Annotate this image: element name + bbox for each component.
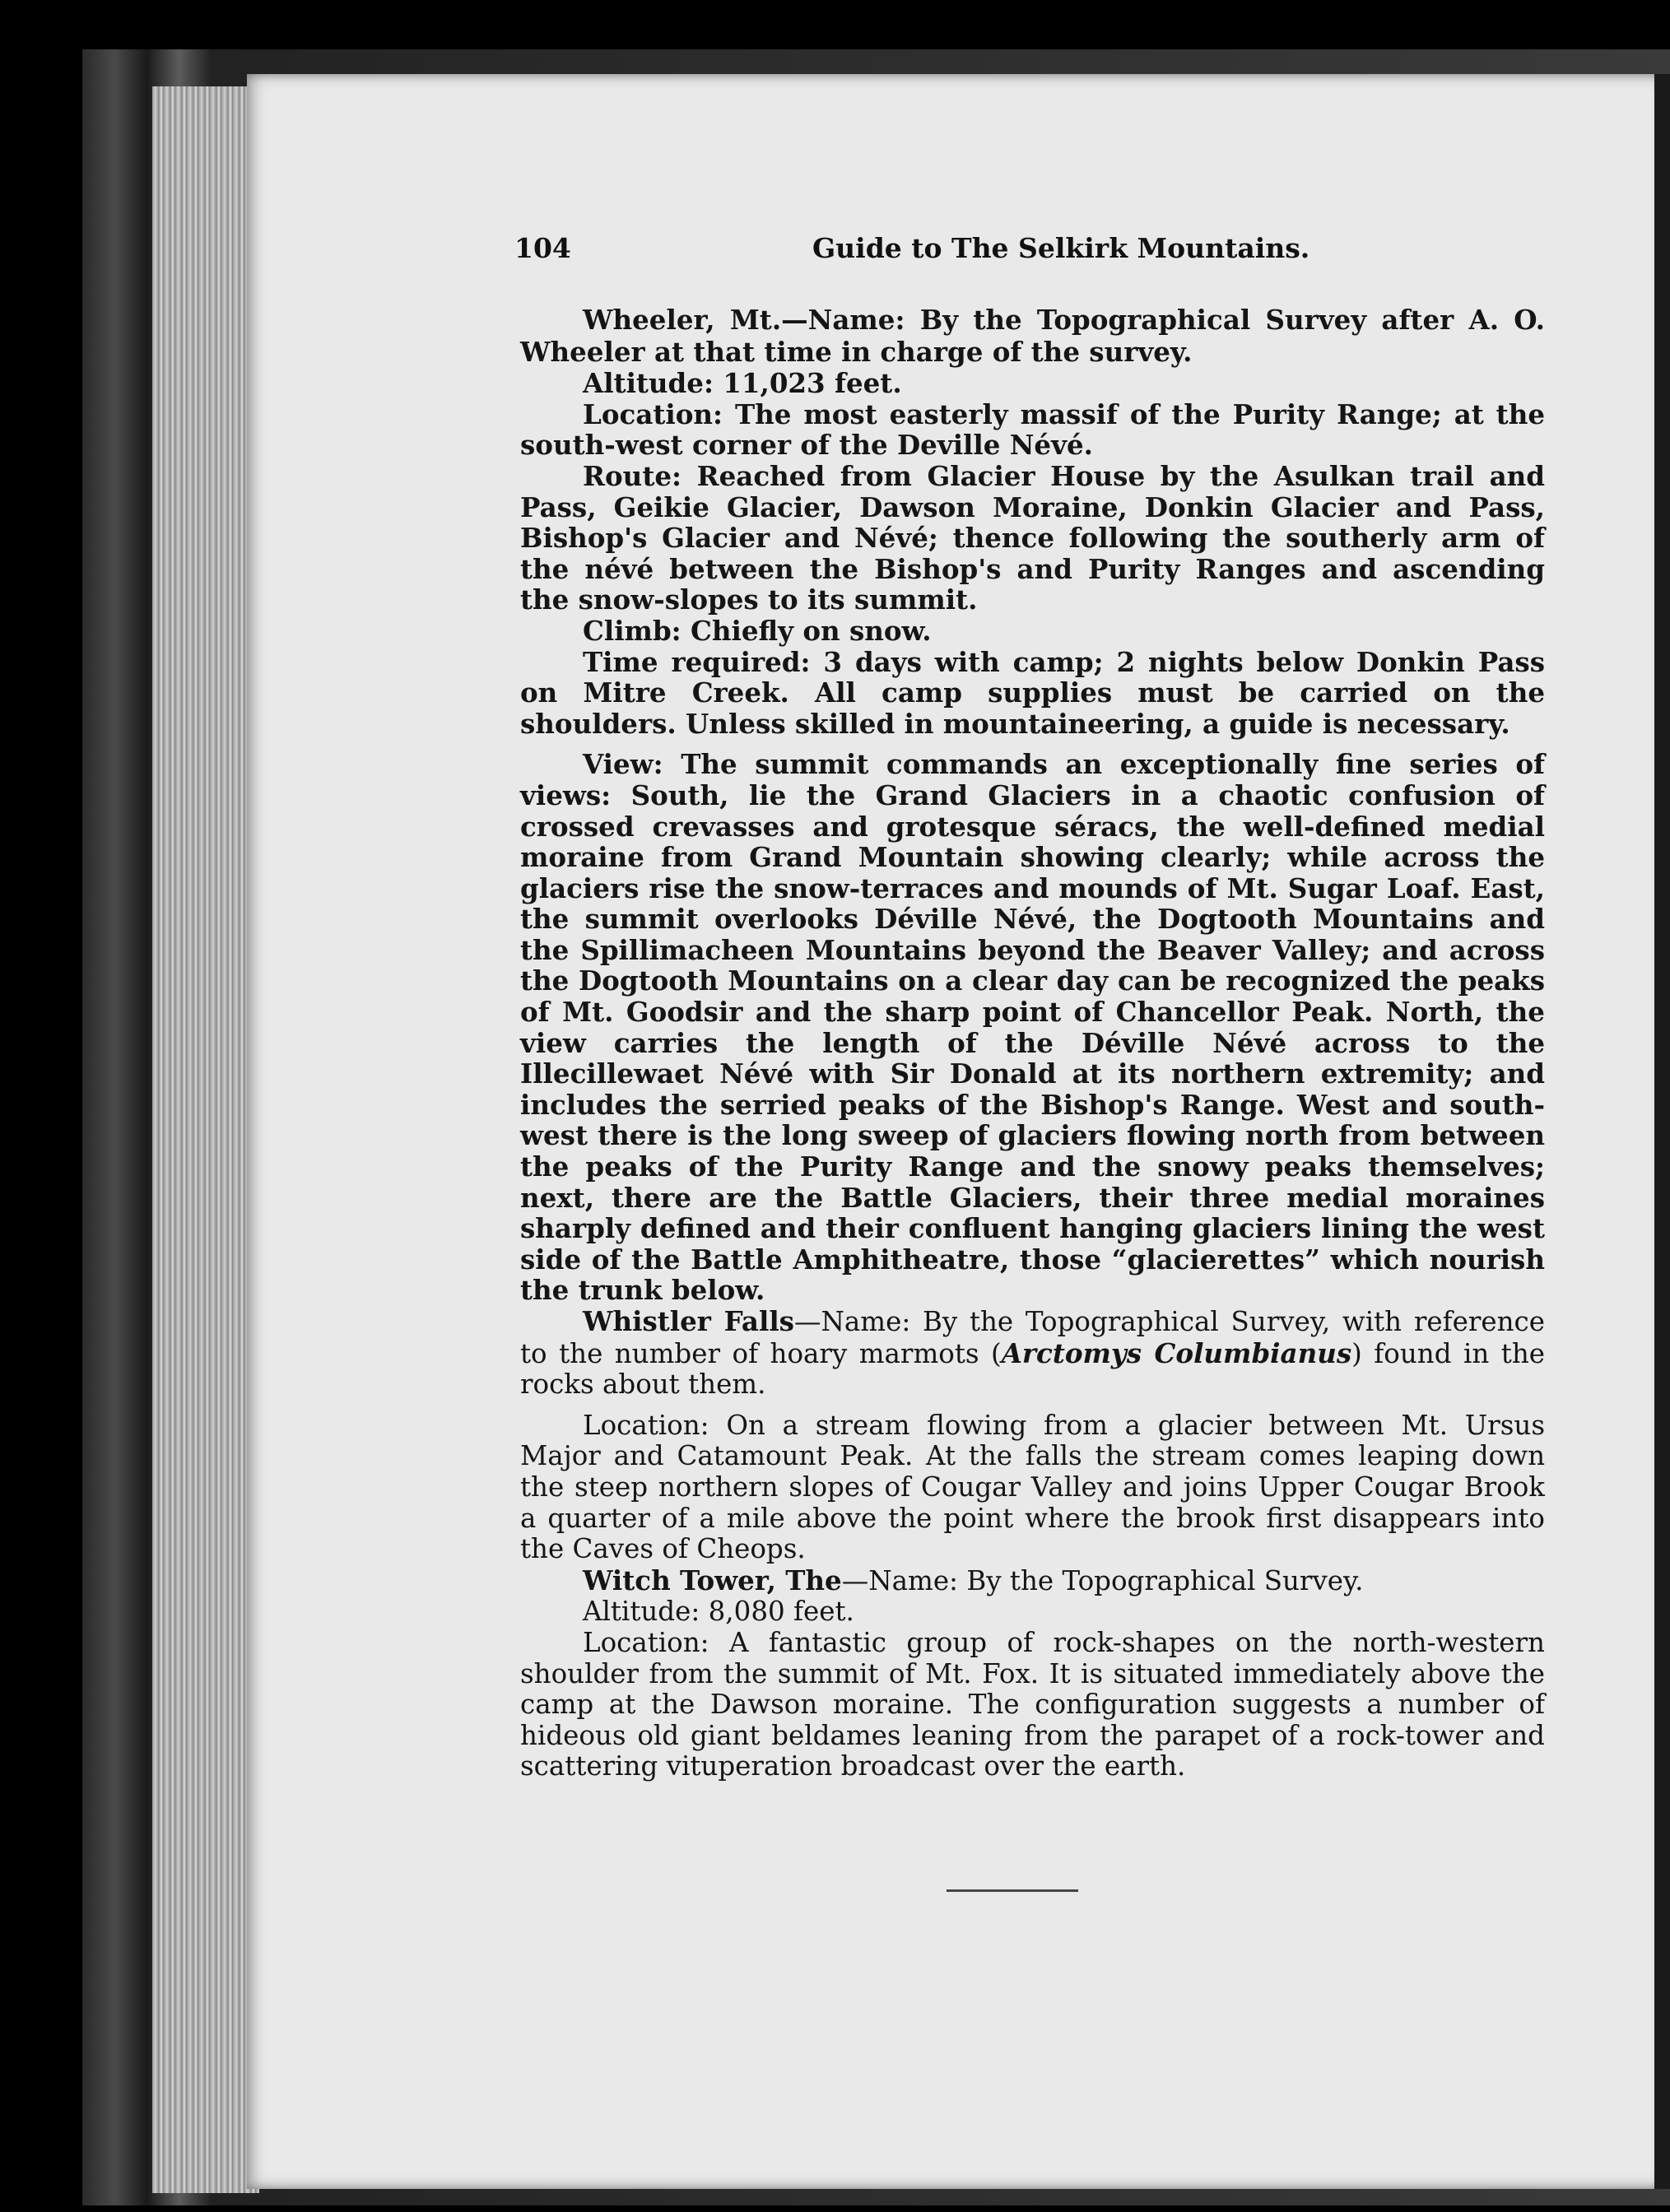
page-stack-edge <box>152 86 259 2193</box>
whistler-location: Location: On a stream flowing from a glacier between Mt. Ursus Major and Catamount Peak. At the falls the stream comes leaping down the steep northern slopes of Cougar Valley and joins Upper Cougar Brook a quarter of a mile above the point where the brook first disappears into the Caves of Cheops. <box>520 1409 1545 1565</box>
witch-name: Witch Tower, The—Name: By the Topographical Survey. <box>583 1564 1364 1596</box>
wheeler-location: Location: The most easterly massif of the Purity Range; at the south-west corner of the Deville Névé. <box>520 397 1545 462</box>
witch-altitude: Altitude: 8,080 feet. <box>583 1596 854 1628</box>
page-body <box>520 304 1545 1782</box>
wheeler-name: Wheeler, Mt.—Name: By the Topographical Survey after A. O. Wheeler at that time in charge of the survey. <box>520 304 1545 368</box>
entry-head: Witch Tower, The <box>583 1564 842 1596</box>
wheeler-route: Route: Reached from Glacier House by the Asulkan trail and Pass, Geikie Glacier, Dawson Moraine, Donkin Glacier and Pass, Bishop's Glacier and Névé; thence following the southerly arm of the névé between the Bishop's and Purity Ranges and ascending the snow-slopes to its summit. <box>520 459 1545 616</box>
whistler-name: Whistler Falls—Name: By the Topographical Survey, with reference to the number of hoary marmots (Arctomys Columbianus) found in the rocks about them. <box>520 1305 1545 1401</box>
entry-head: Wheeler, Mt. <box>583 304 782 336</box>
latin-name: Arctomys Columbianus <box>1001 1336 1352 1369</box>
wheeler-time: Time required: 3 days with camp; 2 nights below Donkin Pass on Mitre Creek. All camp supplies must be carried on the shoulders. Unless skilled in mountaineering, a guide is necessary. <box>520 645 1545 740</box>
end-rule <box>947 1889 1078 1892</box>
running-title: Guide to The Selkirk Mountains. <box>812 232 1310 264</box>
scan-border <box>1654 74 1670 2189</box>
wheeler-altitude: Altitude: 11,023 feet. <box>583 367 902 400</box>
entry-head: Whistler Falls <box>583 1305 794 1337</box>
wheeler-view: View: The summit commands an exceptionally fine series of views: South, lie the Grand Glaciers in a chaotic confusion of crossed crevasses and grotesque séracs, the well-defined medial moraine from Grand Mountain showing clearly; while across the glaciers rise the snow-terraces and mounds of Mt. Sugar Loaf. East, the summit overlooks Déville Névé, the Dogtooth Mountains and the Spillimacheen Mountains beyond the Beaver Valley; and across the Dogtooth Mountains on a clear day can be recognized the peaks of Mt. Goodsir and the sharp point of Chancellor Peak. North, the view carries the length of the Déville Névé across to the Illecillewaet Névé with Sir Donald at its northern extremity; and includes the serried peaks of the Bishop's Range. West and south-west there is the long sweep of glaciers flowing north from between the peaks of the Purity Range and the snowy peaks themselves; next, there are the Battle Glaciers, their three medial moraines sharply defined and their confluent hanging glaciers lining the west side of the Battle Amphitheatre, those “glacierettes” which nourish the trunk below. <box>520 748 1545 1307</box>
witch-location: Location: A fantastic group of rock-shapes on the north-western shoulder from the summit of Mt. Fox. It is situated immediately above the camp at the Dawson moraine. The configuration suggests a number of hideous old giant beldames leaning from the parapet of a rock-tower and scattering vituperation broadcast over the earth. <box>520 1626 1545 1782</box>
route-label: Route: <box>583 459 682 492</box>
page-number: 104 <box>514 232 571 264</box>
wheeler-climb: Climb: Chiefly on snow. <box>583 614 932 647</box>
